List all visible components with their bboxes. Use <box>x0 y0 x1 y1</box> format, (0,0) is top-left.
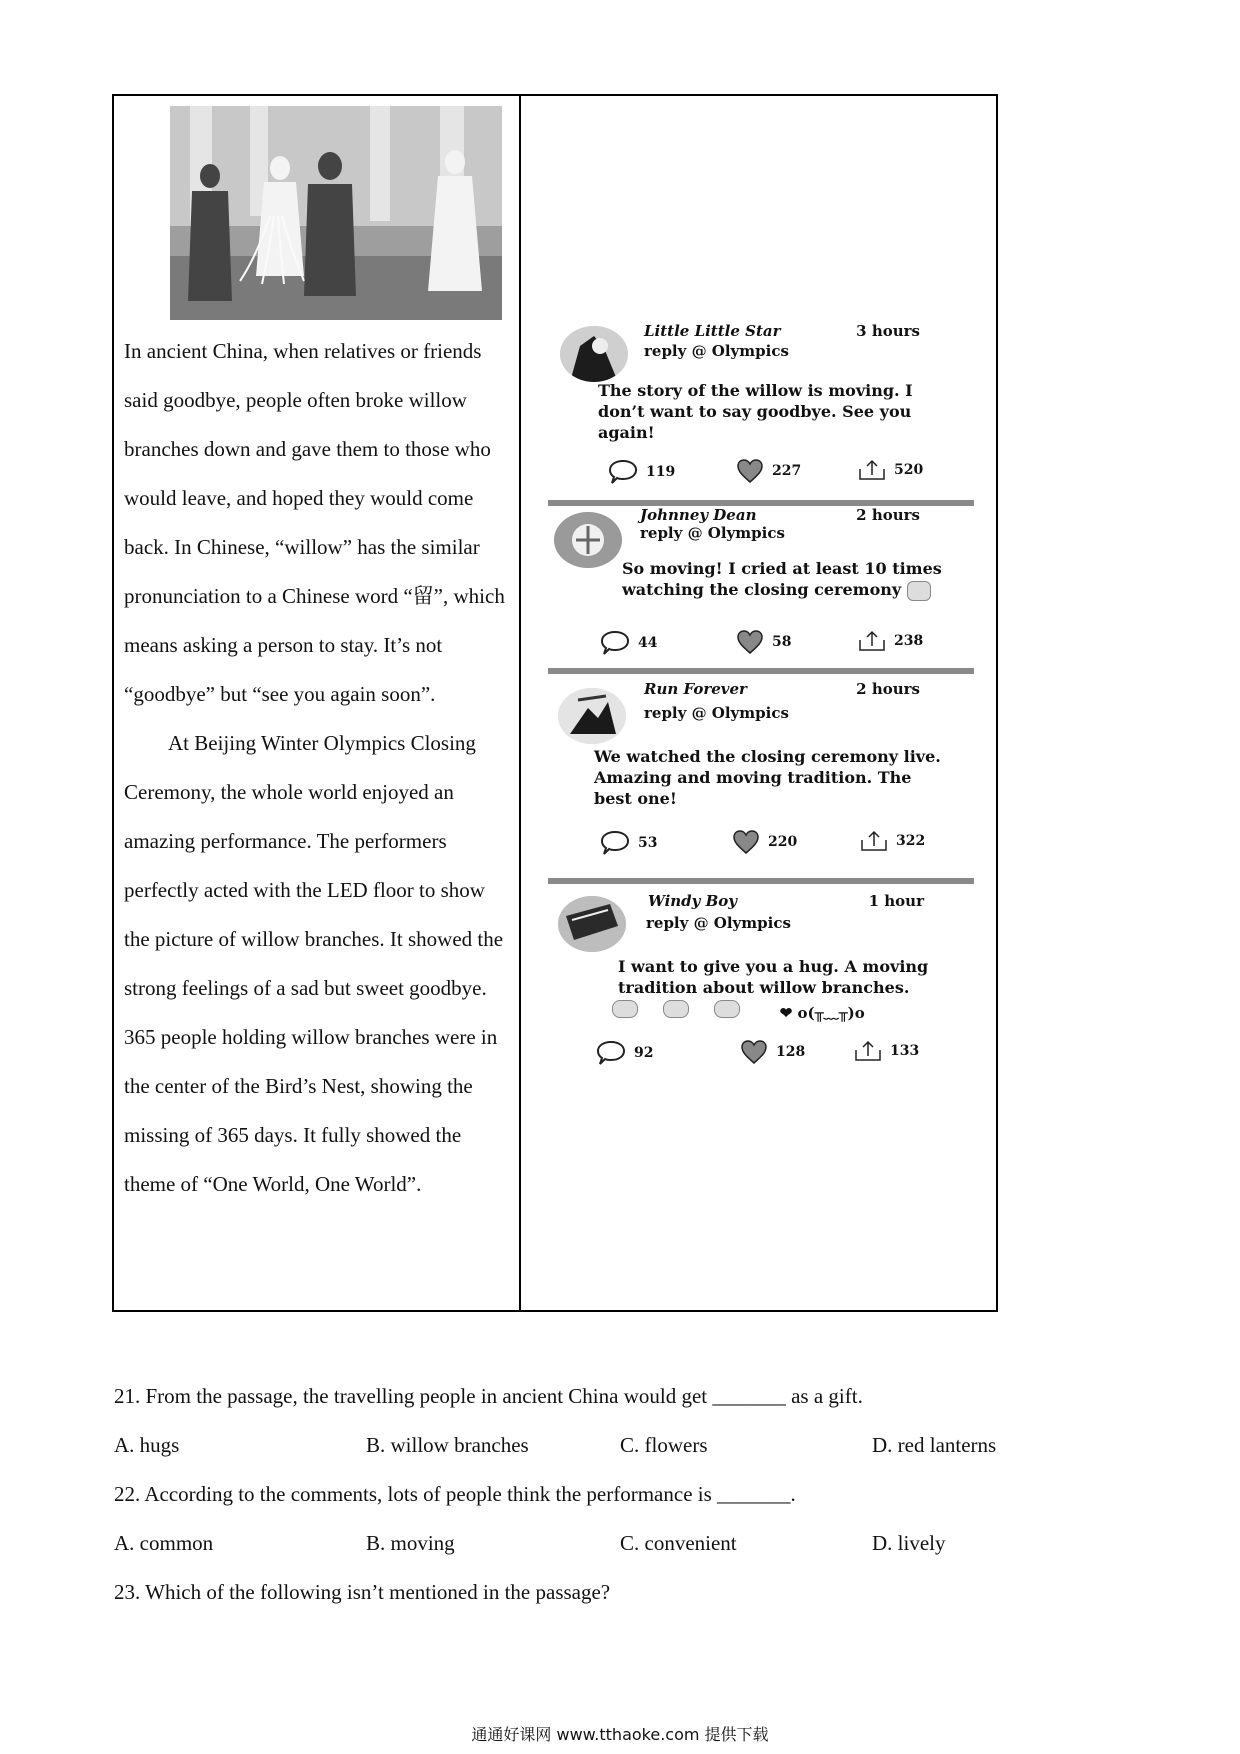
comment-time: 2 hours <box>856 506 920 524</box>
question-23: 23. Which of the following isn’t mentioned in the passage? <box>114 1580 611 1604</box>
comment-reply-to: reply @ Olympics <box>640 524 785 542</box>
question-21-options <box>114 1421 1034 1470</box>
speech-bubble-icon <box>608 459 638 485</box>
comment-stats <box>600 830 930 856</box>
comment-username[interactable]: Run Forever <box>644 680 747 698</box>
share-button[interactable] <box>858 630 923 652</box>
comment-count-button[interactable] <box>600 630 657 656</box>
comment-count-button[interactable] <box>608 459 675 485</box>
comment-reply-to: reply @ Olympics <box>644 704 789 722</box>
question-22-options <box>114 1519 1034 1568</box>
crying-emoji-icon <box>907 581 931 601</box>
like-count: 220 <box>768 834 798 850</box>
speech-bubble-icon <box>596 1040 626 1066</box>
option-a[interactable]: A. hugs <box>114 1433 180 1457</box>
share-button[interactable] <box>858 459 923 481</box>
like-count: 128 <box>776 1044 806 1060</box>
questions <box>114 1372 1034 1617</box>
comment-feed <box>548 314 974 1061</box>
laughing-emoji-icon <box>714 1000 740 1018</box>
comment-count-button[interactable] <box>596 1040 653 1066</box>
option-c[interactable]: C. convenient <box>620 1531 737 1555</box>
comment-count: 44 <box>638 635 658 651</box>
share-count: 520 <box>894 462 924 478</box>
comment-text: The story of the willow is moving. I don’t want to say goodbye. See you again! <box>598 381 913 442</box>
comment-time: 1 hour <box>868 892 924 910</box>
column-divider <box>519 96 521 1310</box>
option-d[interactable]: D. red lanterns <box>872 1433 997 1457</box>
laughing-emoji-icon <box>663 1000 689 1018</box>
avatar <box>558 688 626 744</box>
speech-bubble-icon <box>600 630 630 656</box>
reading-table <box>112 94 998 1312</box>
like-count: 227 <box>772 463 802 479</box>
comment-4 <box>548 884 974 1074</box>
comment-time: 2 hours <box>856 680 920 698</box>
like-button[interactable] <box>732 830 797 854</box>
comment-1 <box>548 314 974 510</box>
avatar <box>560 326 628 382</box>
comment-text-body: So moving! I cried at least 10 times watching the closing ceremony <box>622 559 942 599</box>
ceremony-photo <box>170 106 502 320</box>
share-icon <box>858 630 886 652</box>
share-count: 238 <box>894 633 924 649</box>
share-icon <box>860 830 888 852</box>
share-button[interactable] <box>860 830 925 852</box>
heart-icon <box>732 830 760 854</box>
avatar <box>554 512 622 568</box>
option-d[interactable]: D. lively <box>872 1531 946 1555</box>
laughing-emoji-icon <box>612 1000 638 1018</box>
comment-username[interactable]: Windy Boy <box>648 892 738 910</box>
comment-username[interactable]: Johnney Dean <box>640 506 757 524</box>
comment-stats <box>600 630 930 656</box>
page-footer: 通通好课网 www.tthaoke.com 提供下载 <box>471 1725 769 1744</box>
question-21: 21. From the passage, the travelling people in ancient China would get _______ as a gift. <box>114 1384 863 1408</box>
comment-3 <box>548 674 974 876</box>
heart-icon <box>736 459 764 483</box>
option-b[interactable]: B. moving <box>366 1531 455 1555</box>
comment-text <box>622 558 967 601</box>
passage-column <box>124 106 506 1209</box>
comment-username[interactable]: Little Little Star <box>644 322 781 340</box>
heart-icon <box>736 630 764 654</box>
emoji-row <box>612 1000 885 1023</box>
speech-bubble-icon <box>600 830 630 856</box>
share-button[interactable] <box>854 1040 919 1062</box>
comment-count-button[interactable] <box>600 830 657 856</box>
like-button[interactable] <box>736 630 791 654</box>
share-icon <box>854 1040 882 1062</box>
like-count: 58 <box>772 634 792 650</box>
comment-count: 92 <box>634 1045 654 1061</box>
share-icon <box>858 459 886 481</box>
emoji-text: ❤ o(╥﹏╥)o <box>779 1004 865 1022</box>
share-count: 133 <box>890 1043 920 1059</box>
like-button[interactable] <box>740 1040 805 1064</box>
comment-2 <box>548 506 974 664</box>
comment-count: 53 <box>638 835 658 851</box>
comment-text: I want to give you a hug. A moving tradition about willow branches. <box>618 957 929 997</box>
comment-reply-to: reply @ Olympics <box>646 914 791 932</box>
passage-paragraph-1: In ancient China, when relatives or friends said goodbye, people often broke willow branches down and gave them to those who would leave, and hoped they would come back. In Chinese, “willow” has the similar pronunciation to a Chinese word “留”, which means asking a person to stay. It’s not “goodbye” but “see you again soon”. <box>124 339 505 706</box>
comment-time: 3 hours <box>856 322 920 340</box>
option-c[interactable]: C. flowers <box>620 1433 708 1457</box>
comment-stats <box>596 1040 926 1066</box>
comment-count: 119 <box>646 464 676 480</box>
passage-text <box>124 327 506 1209</box>
share-count: 322 <box>896 833 926 849</box>
heart-icon <box>740 1040 768 1064</box>
like-button[interactable] <box>736 459 801 483</box>
passage-paragraph-2: At Beijing Winter Olympics Closing Ceremony, the whole world enjoyed an amazing performance. The performers perfectly acted with the LED floor to show the picture of willow branches. It showed the strong feelings of a sad but sweet goodbye. 365 people holding willow branches were in the center of the Bird’s Nest, showing the missing of 365 days. It fully showed the theme of “One World, One World”. <box>124 731 504 1196</box>
comment-stats <box>608 459 938 485</box>
comment-text: We watched the closing ceremony live. Amazing and moving tradition. The best one! <box>594 747 941 808</box>
comment-reply-to: reply @ Olympics <box>644 342 789 360</box>
question-22: 22. According to the comments, lots of people think the performance is _______. <box>114 1482 796 1506</box>
option-b[interactable]: B. willow branches <box>366 1433 529 1457</box>
option-a[interactable]: A. common <box>114 1531 214 1555</box>
avatar <box>558 896 626 952</box>
